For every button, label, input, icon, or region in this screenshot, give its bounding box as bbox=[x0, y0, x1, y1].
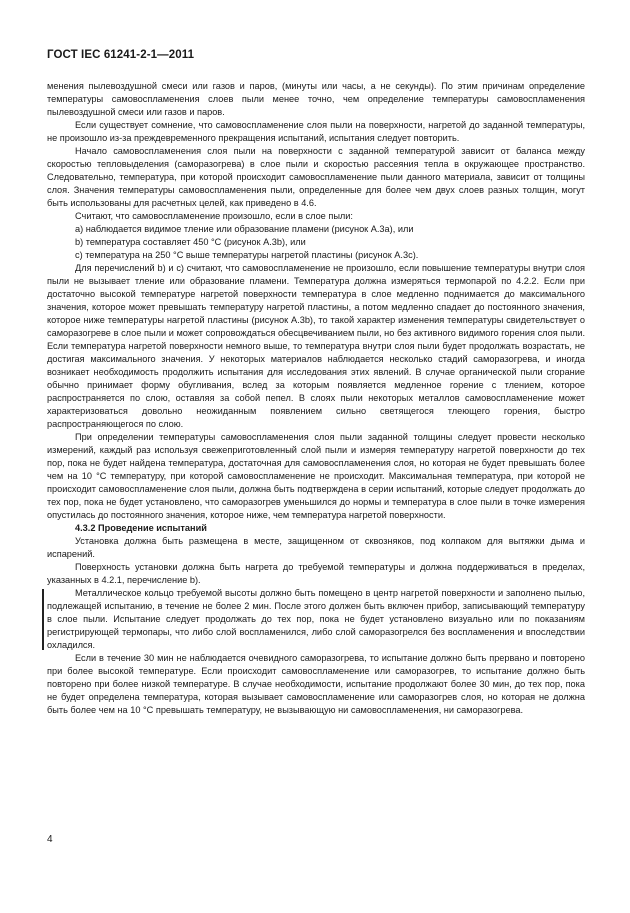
paragraph: Считают, что самовоспламенение произошло, если в слое пыли: bbox=[75, 211, 353, 221]
paragraph-continuation: менения пылевоздушной смеси или газов и паров, (минуты или часы, а не секунды). По этим причинам определение температуры самовоспламенения слоев пыли менее точно, чем определение температуры самовоспламенения пылевоздушной смеси или газов и паров. bbox=[47, 81, 585, 117]
list-item: b) температура составляет 450 °С (рисунок А.3b), или bbox=[75, 237, 306, 247]
paragraph: Если в течение 30 мин не наблюдается очевидного саморазогрева, то испытание должно быть прервано и повторено при более высокой температуре. Если происходит самовоспламенение или саморазогрев, то испытание должно быть повторено при более низкой температуре. В случае необходимости, испытание продолжают более 30 мин, до тех пор, пока не будет определена температура, которая вызывает самовоспламенение или саморазогрев слоя, но которая не должна быть более чем на 10 °С превышать температуру, не вызывающую ни самовоспламенения, ни саморазогрева. bbox=[47, 653, 585, 715]
paragraph: При определении температуры самовоспламенения слоя пыли заданной толщины следует провести несколько измерений, каждый раз используя свежеприготовленный слой пыли и измеряя температуру нагретой поверхности до тех пор, пока не будет найдена температура, достаточная для самовоспламенения слоя, но которая не будет превышать более чем на 10 °С температуру, при которой самовоспламенение не происходит. Максимальная температура, при которой не происходит самовоспламенение слоя пыли, должна быть подтверждена в серии испытаний, которые следует продолжать до тех пор, пока не будет установлено, что саморазогрев уменьшился до нормы и температура в слое пыли в точке измерения опустилась до постоянного значения, которое ниже, чем температура нагретой поверхности. bbox=[47, 432, 585, 520]
list-item: a) наблюдается видимое тление или образование пламени (рисунок А.3а), или bbox=[75, 224, 414, 234]
list-item: c) температура на 250 °С выше температуры нагретой пластины (рисунок А.3c). bbox=[75, 250, 419, 260]
paragraph: Установка должна быть размещена в месте, защищенном от сквозняков, под колпаком для вытяжки дыма и испарений. bbox=[47, 536, 585, 559]
section-heading: 4.3.2 Проведение испытаний bbox=[75, 523, 207, 533]
paragraph: Если существует сомнение, что самовоспламенение слоя пыли на поверхности, нагретой до заданной температуры, не произошло из-за преждевременного прекращения испытаний, испытания следует повторить. bbox=[47, 120, 585, 143]
revised-paragraph bbox=[47, 587, 585, 652]
paragraph: Для перечислений b) и c) считают, что самовоспламенение не произошло, если повышение температуры внутри слоя пыли не вызывает тление или образование пламени. Температура должна измеряться термопарой по 4.2.2. Если при достаточно высокой температуре нагретой поверхности температура в слое медленно поднимается до максимального значения, которое может превышать температуру нагретой пластины, а потом медленно спадает до постоянного значения, которое ниже температуры нагретой пластины (рисунок А.3b), то такой характер изменения температуры свидетельствует о саморазогреве в слое пыли и может сопровождаться обесцвечиванием пыли, но без активного видимого горения слоя пыли. Если температура нагретой поверхности немного выше, то температура внутри слоя пыли будет продолжать возрастать, не достигая максимального значения. У некоторых материалов наблюдается несколько стадий саморазогрева, и иногда возникает необходимость продолжить испытания для исследования этих явлений. В случае органической пыли сгорание обычно принимает форму обугливания, вслед за которым появляется медленное горение с тлением, которое распространяется по слою, оставляя за собой пепел. В слоях пыли некоторых металлов самовоспламенение может характеризоваться довольно неожиданным появлением сильно светящегося тлеющего горения, быстро распространяющегося по слою. bbox=[47, 263, 585, 429]
paragraph: Начало самовоспламенения слоя пыли на поверхности с заданной температурой зависит от баланса между скоростью тепловыделения (саморазогрева) в слое пыли и скоростью рассеяния тепла в окружающее пространство. Следовательно, температура, при которой происходит самовоспламенение пыли данного материала, зависит от толщины слоя. Значения температуры самовоспламенения пыли, определенные для более чем двух слоев разных толщин, могут быть использованы для расчетных целей, как приведено в 4.6. bbox=[47, 146, 585, 208]
document-body bbox=[47, 80, 585, 717]
paragraph: Поверхность установки должна быть нагрета до требуемой температуры и должна поддерживаться в пределах, указанных в 4.2.1, перечисление b). bbox=[47, 562, 585, 585]
paragraph: Металлическое кольцо требуемой высоты должно быть помещено в центр нагретой поверхности и заполнено пылью, подлежащей испытанию, в течение не более 2 мин. После этого должен быть включен прибор, записывающий температуру в слое пыли. Испытание следует продолжать до тех пор, пока не будет установлено визуально или по показаниям регистрирующей термопары, что либо слой воспламенился, либо слой саморазогрелся без воспламенения и впоследствии охладился. bbox=[47, 588, 585, 650]
document-header: ГОСТ IEC 61241-2-1—2011 bbox=[47, 49, 195, 61]
page-number: 4 bbox=[47, 834, 53, 845]
change-bar bbox=[42, 589, 44, 650]
